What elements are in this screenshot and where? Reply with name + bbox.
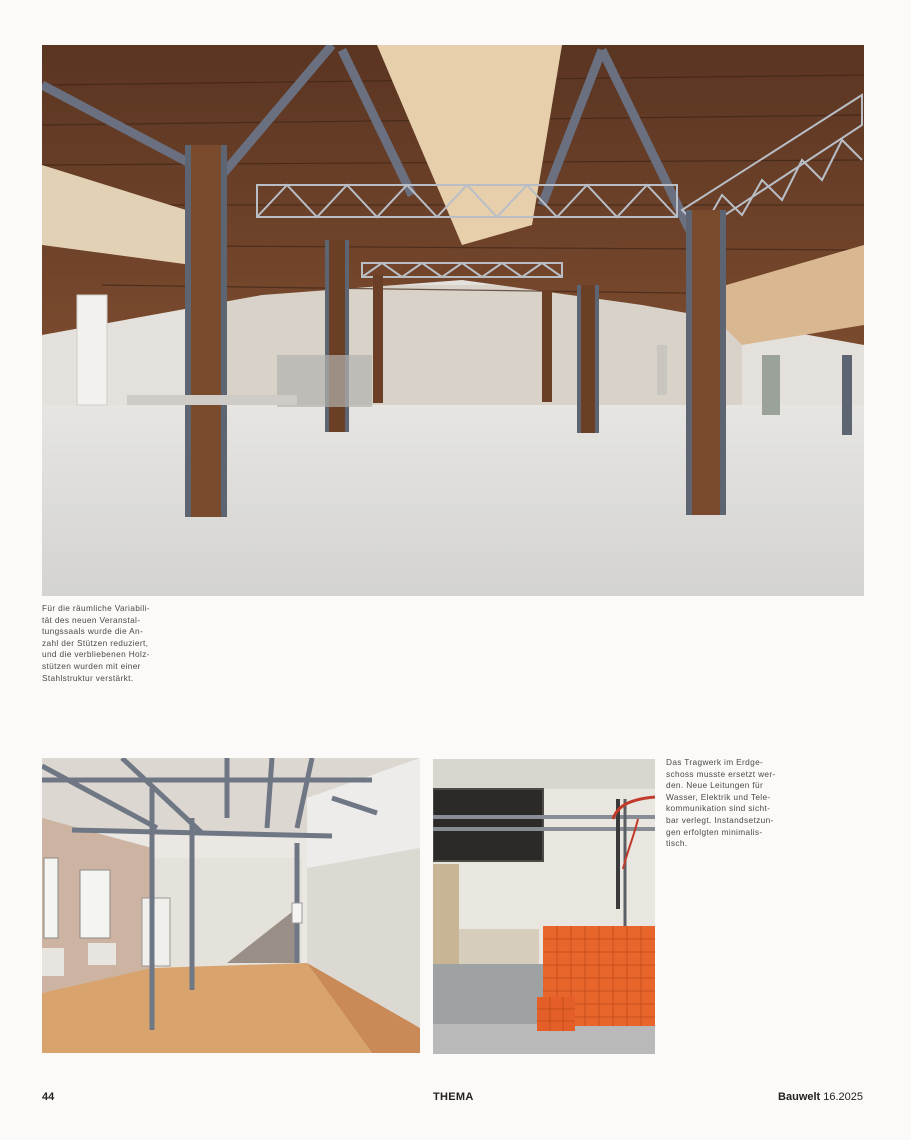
caption-line: Für die räumliche Variabili- [42, 603, 150, 613]
caption-line: tät des neuen Veranstal- [42, 614, 141, 625]
caption-event-hall [42, 603, 150, 684]
caption-line: Wasser, Elektrik und Tele- [666, 791, 771, 802]
publication-info [778, 1091, 863, 1103]
photo-tiled-wall [433, 759, 655, 1054]
caption-line: gen erfolgten minimalis- [666, 826, 763, 837]
photo-event-hall [42, 45, 864, 596]
caption-line: und die verbliebenen Holz- [42, 649, 150, 660]
caption-structure [666, 757, 776, 850]
section-label: THEMA [433, 1091, 474, 1103]
caption-line: tisch. [666, 838, 688, 849]
caption-line: kommunikation sind sicht- [666, 803, 771, 814]
caption-line: tungssaals wurde die An- [42, 626, 144, 637]
caption-line: Das Tragwerk im Erdge- [666, 757, 764, 767]
caption-line: bar verlegt. Instandsetzun- [666, 814, 774, 825]
issue-number: 16.2025 [823, 1091, 863, 1103]
caption-line: Stahlstruktur verstärkt. [42, 672, 134, 683]
page-number: 44 [42, 1091, 55, 1103]
caption-line: stützen wurden mit einer [42, 660, 141, 671]
caption-line: zahl der Stützen reduziert, [42, 637, 149, 648]
caption-line: den. Neue Leitungen für [666, 780, 764, 791]
publication-name: Bauwelt [778, 1091, 821, 1103]
photo-ground-floor [42, 758, 420, 1053]
caption-line: schoss musste ersetzt wer- [666, 768, 776, 779]
